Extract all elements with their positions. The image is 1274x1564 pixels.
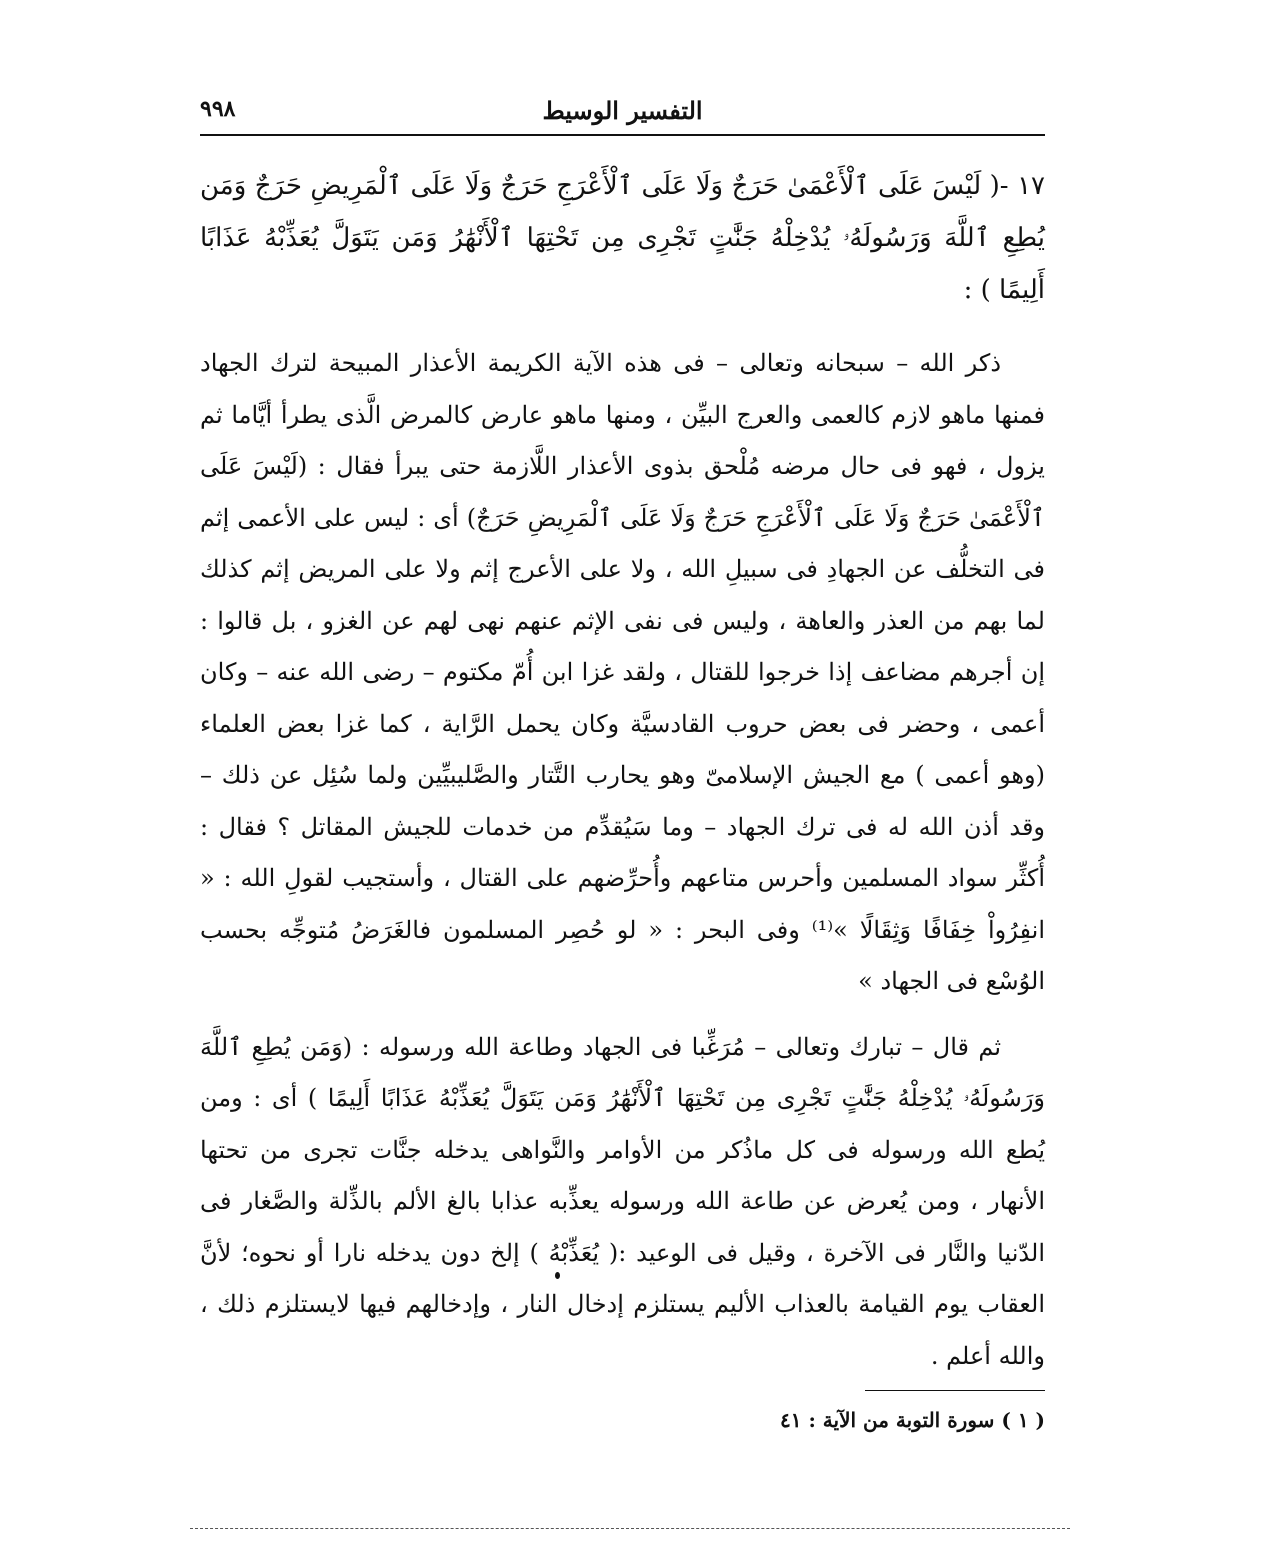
header-rule bbox=[200, 134, 1045, 136]
bottom-scan-line bbox=[190, 1528, 1070, 1529]
footnote-rule bbox=[865, 1390, 1045, 1391]
quranic-verse: ١٧ -( لَيْسَ عَلَى ٱلْأَعْمَىٰ حَرَجٌ وَلَا عَلَى ٱلْأَعْرَجِ حَرَجٌ وَلَا عَلَى ٱلْمَرِيضِ حَرَجٌ وَمَن يُطِعِ ٱللَّهَ وَرَسُولَهُۥ يُدْخِلْهُ جَنَّٰتٍ تَجْرِى مِن تَحْتِهَا ٱلْأَنْهَٰرُ وَمَن يَتَوَلَّ يُعَذِّبْهُ عَذَابًا أَلِيمًا ) : bbox=[200, 171, 1045, 305]
paragraph-1: ذكر الله – سبحانه وتعالى – فى هذه الآية الكريمة الأعذار المبيحة لترك الجهاد فمنها ماهو لازم كالعمى والعرج البيِّن ، ومنها ماهو عارض كالمرض الَّذى يطرأ أيَّاما ثم يزول ، فهو فى حال مرضه مُلْحق بذوى الأعذار اللَّازمة حتى يبرأ فقال : (لَيْسَ عَلَى ٱلْأَعْمَىٰ حَرَجٌ وَلَا عَلَى ٱلْأَعْرَجِ حَرَجٌ وَلَا عَلَى ٱلْمَرِيضِ حَرَجٌ) أى : ليس على الأعمى إثم فى التخلُّف عن الجهادِ فى سبيلِ الله ، ولا على الأعرج إثم ولا على المريض إثم كذلك لما بهم من العذر والعاهة ، وليس فى نفى الإثم عنهم نهى لهم عن الغزو ، بل قالوا : إن أجرهم مضاعف إذا خرجوا للقتال ، ولقد غزا ابن أُمّ مكتوم – رضى الله عنه – وكان أعمى ، وحضر فى بعض حروب القادسيَّة وكان يحمل الرَّاية ، كما غزا بعض العلماء (وهو أعمى ) مع الجيش الإسلامىّ وهو يحارب التَّتار والصَّليبيِّين ولما سُئِل عن ذلك – وقد أذن الله له فى ترك الجهاد – وما سَيُقدِّم من خدمات للجيش المقاتل ؟ فقال : أُكثِّر سواد المسلمين وأحرس متاعهم وأُحرِّضهم على القتال ، وأستجيب لقولِ الله : « انفِرُواْ خِفَافًا وَثِقَالًا »⁽¹⁾ وفى البحر : « لو حُصِر المسلمون فالغَرَضُ مُتوجِّه بحسب الوُسْع فى الجهاد » bbox=[200, 349, 1046, 995]
book-title: التفسير الوسيط bbox=[542, 96, 703, 125]
body-text bbox=[200, 160, 1045, 1396]
ink-speck bbox=[555, 1272, 560, 1279]
paragraph-2: ثم قال – تبارك وتعالى – مُرَغِّبا فى الجهاد وطاعة الله ورسوله : (وَمَن يُطِعِ ٱللَّهَ وَرَسُولَهُۥ يُدْخِلْهُ جَنَّٰتٍ تَجْرِى مِن تَحْتِهَا ٱلْأَنْهَٰرُ وَمَن يَتَوَلَّ يُعَذِّبْهُ عَذَابًا أَلِيمًا ) أى : ومن يُطع الله ورسوله فى كل ماذُكر من الأوامر والنَّواهى يدخله جنَّات تجرى من تحتها الأنهار ، ومن يُعرض عن طاعة الله ورسوله يعذِّبه عذابا بالغ الألم بالذِّلة والصَّغار فى الدّنيا والنَّار فى الآخرة ، وقيل فى الوعيد :( يُعَذِّبْهُ ) إلخ دون يدخله نارا أو نحوه؛ لأنَّ العقاب يوم القيامة بالعذاب الأليم يستلزم إدخال النار ، وإدخالهم فيها لايستلزم ذلك ، والله أعلم . bbox=[200, 1032, 1045, 1370]
page-number: ٩٩٨ bbox=[200, 96, 236, 122]
page-header bbox=[200, 92, 1045, 132]
footnote: ( ١ ) سورة التوبة من الآية : ٤١ bbox=[780, 1408, 1045, 1432]
